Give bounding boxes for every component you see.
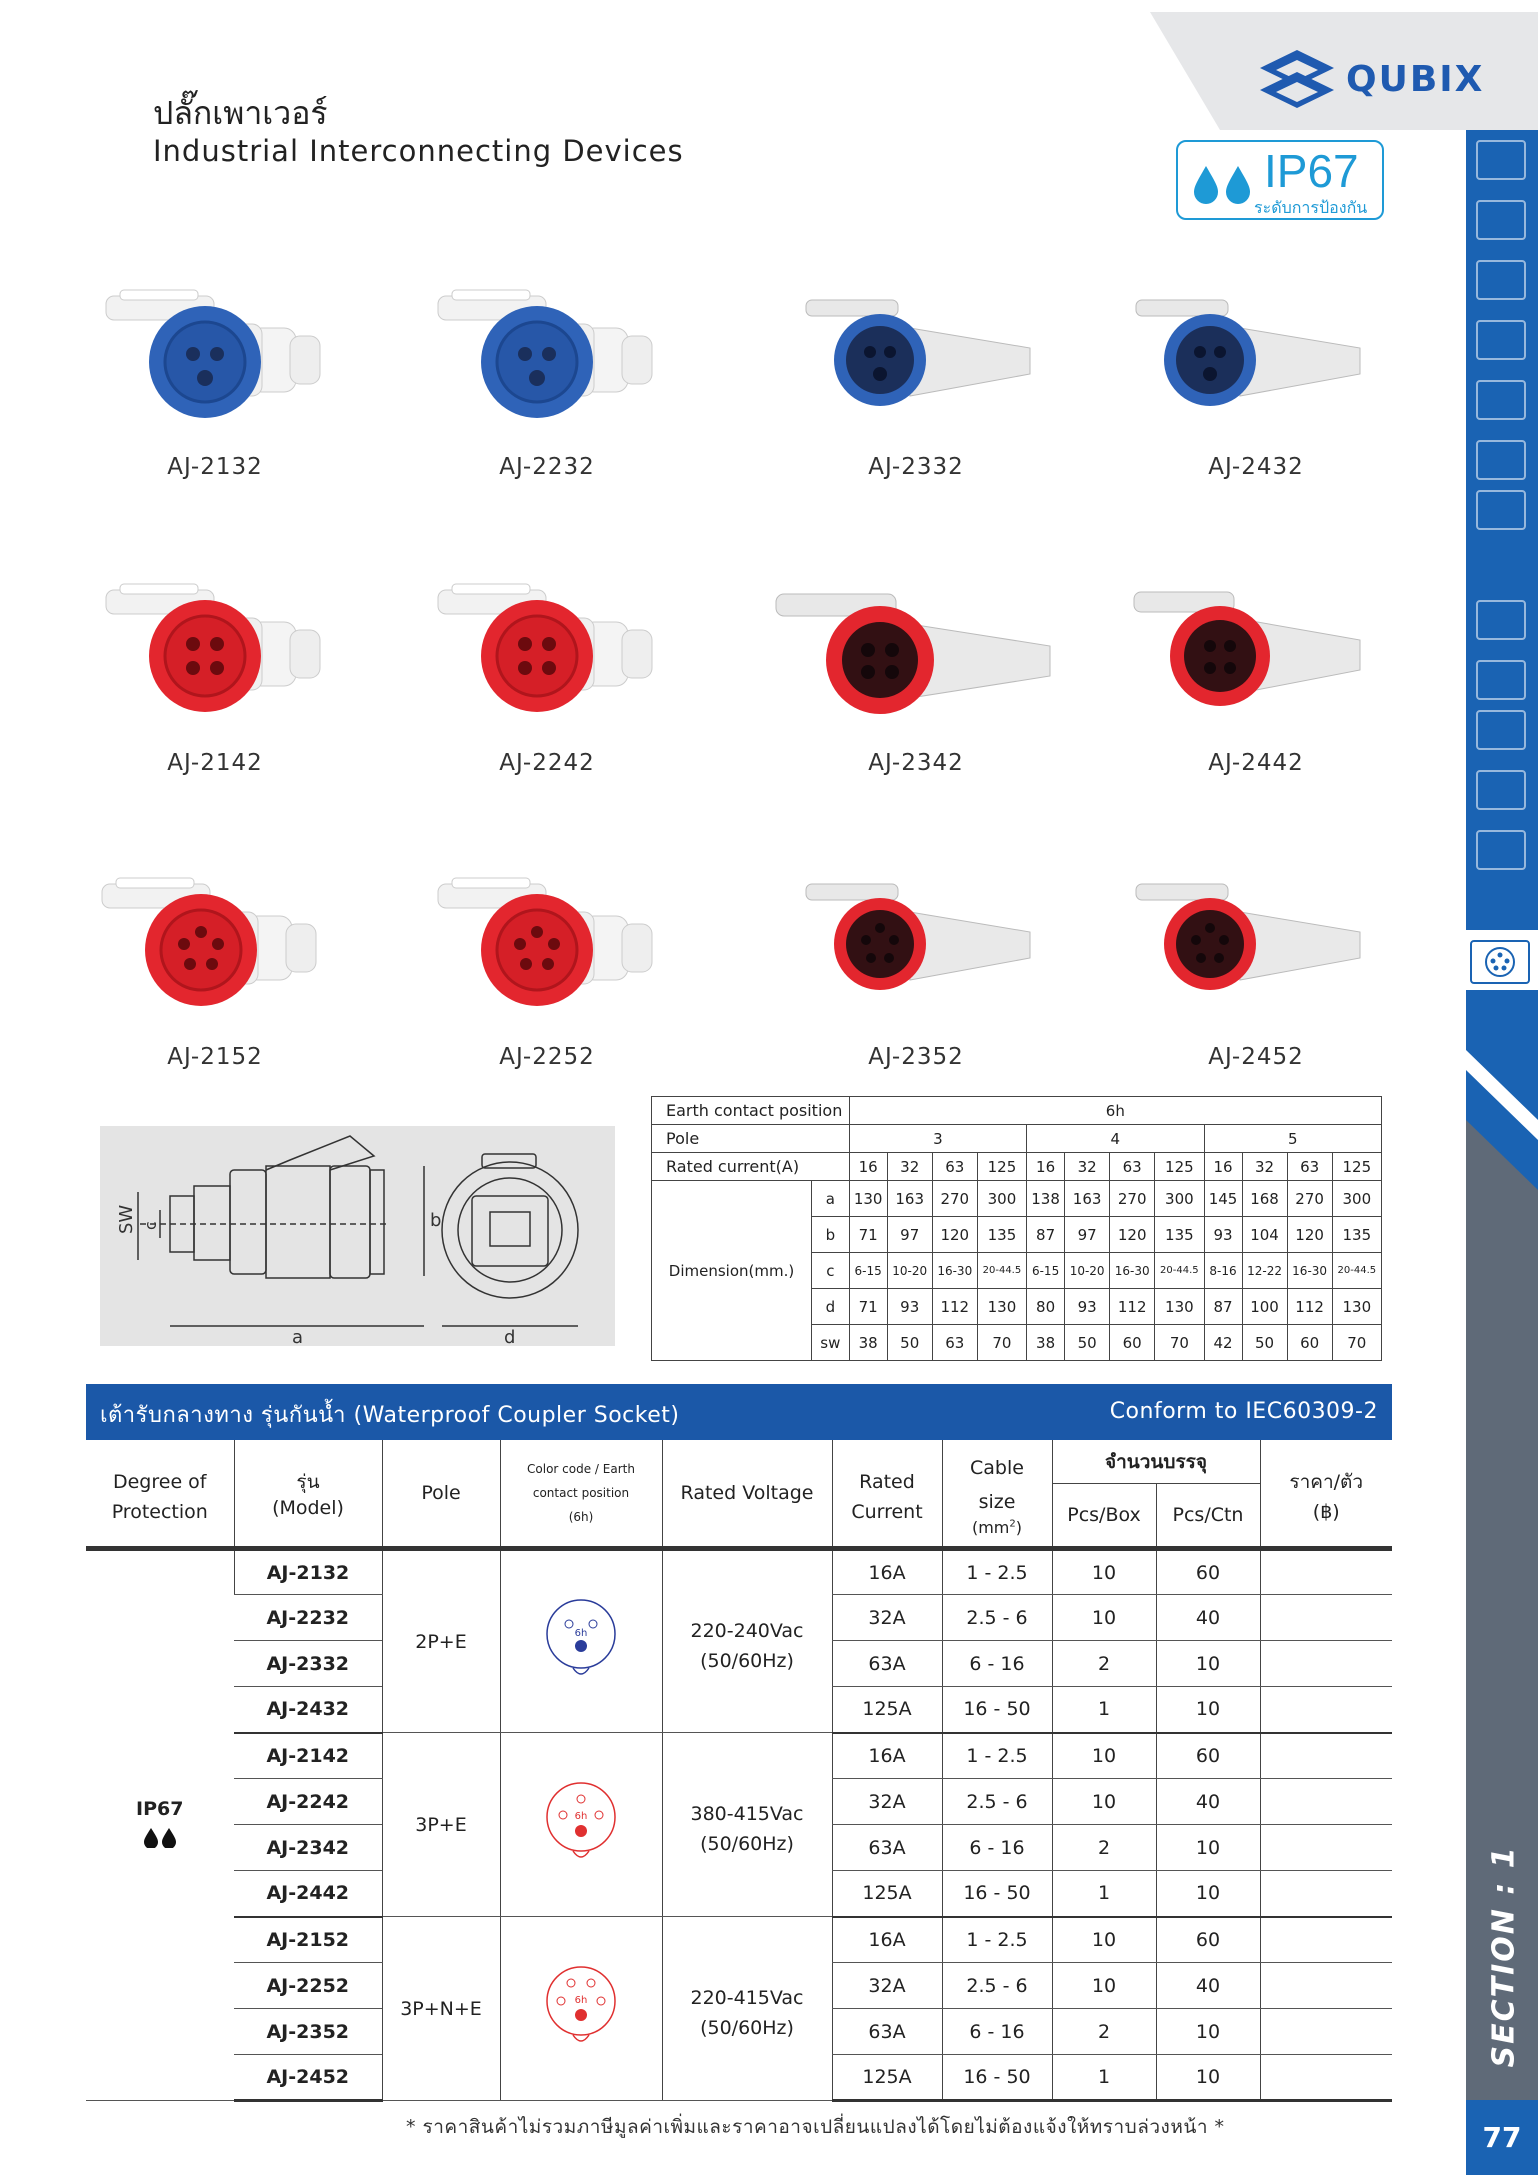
dimension-cell: 163: [887, 1181, 932, 1217]
box-cell: 2: [1052, 1825, 1156, 1871]
product-image-aj-2242: [432, 572, 692, 742]
dimension-cell: 12-22: [1242, 1253, 1287, 1289]
ctn-cell: 10: [1156, 1687, 1260, 1733]
dimension-cell: 100: [1242, 1289, 1287, 1325]
dimension-cell: 71: [849, 1217, 887, 1253]
box-cell: 10: [1052, 1595, 1156, 1641]
earth-label: Earth contact position: [652, 1097, 850, 1125]
dimension-cell: 112: [1110, 1289, 1155, 1325]
cable-cell: 2.5 - 6: [942, 1963, 1052, 2009]
color-code-cell: [500, 1917, 662, 2101]
current-cell: 63: [932, 1153, 977, 1181]
price-cell[interactable]: [1260, 1733, 1392, 1779]
header-price: ราคา/ตัว (฿): [1260, 1440, 1392, 1549]
dimension-cell: 80: [1027, 1289, 1065, 1325]
ctn-cell: 10: [1156, 1641, 1260, 1687]
product-image-aj-2152: [96, 866, 356, 1036]
pin-layout-icon: [531, 1779, 631, 1865]
category-rail: [1466, 130, 1538, 930]
category-icon-relay[interactable]: [1476, 600, 1526, 640]
model-cell: AJ-2432: [234, 1687, 382, 1733]
price-cell[interactable]: [1260, 1917, 1392, 1963]
dimension-cell: 300: [1155, 1181, 1204, 1217]
dimension-cell: 8-16: [1204, 1253, 1242, 1289]
current-cell: 16A: [832, 1917, 942, 1963]
dimension-cell: 145: [1204, 1181, 1242, 1217]
price-cell[interactable]: [1260, 1963, 1392, 2009]
dimension-cell: 135: [977, 1217, 1026, 1253]
ctn-cell: 10: [1156, 2055, 1260, 2101]
dimension-cell: 87: [1204, 1289, 1242, 1325]
category-icon-outlet[interactable]: [1476, 830, 1526, 870]
category-icon-socket[interactable]: [1476, 200, 1526, 240]
dimension-cell: 16-30: [1110, 1253, 1155, 1289]
cable-cell: 6 - 16: [942, 2009, 1052, 2055]
spec-table: [86, 1440, 1392, 2102]
ctn-cell: 40: [1156, 1595, 1260, 1641]
current-cell: 63: [1287, 1153, 1332, 1181]
cable-cell: 1 - 2.5: [942, 1733, 1052, 1779]
current-cell: 32: [887, 1153, 932, 1181]
dimension-cell: 20-44.5: [977, 1253, 1026, 1289]
category-icon-breaker[interactable]: [1476, 320, 1526, 360]
category-icon-industrial-plug-selected[interactable]: [1470, 940, 1530, 984]
model-cell: AJ-2252: [234, 1963, 382, 2009]
dimension-cell: 20-44.5: [1155, 1253, 1204, 1289]
box-cell: 10: [1052, 1779, 1156, 1825]
dimension-key: a: [812, 1181, 850, 1217]
current-cell: 32A: [832, 1963, 942, 2009]
box-cell: 1: [1052, 2055, 1156, 2101]
dimension-cell: 63: [932, 1325, 977, 1361]
product-image-aj-2252: [432, 866, 692, 1036]
svg-text:6h: 6h: [574, 1811, 588, 1822]
dimension-key: d: [812, 1289, 850, 1325]
current-cell: 125: [1155, 1153, 1204, 1181]
dimension-cell: 138: [1027, 1181, 1065, 1217]
dimension-cell: 168: [1242, 1181, 1287, 1217]
header-cable: Cable size $(mm^2)$: [942, 1440, 1052, 1549]
rail-stripes: [1466, 990, 1538, 1390]
cable-cell: 16 - 50: [942, 1687, 1052, 1733]
dimension-cell: 300: [977, 1181, 1026, 1217]
model-cell: AJ-2342: [234, 1825, 382, 1871]
dimension-cell: 93: [887, 1289, 932, 1325]
dimension-cell: 70: [977, 1325, 1026, 1361]
price-cell[interactable]: [1260, 1595, 1392, 1641]
current-cell: 125A: [832, 1687, 942, 1733]
box-cell: 2: [1052, 1641, 1156, 1687]
table-row: [86, 1549, 1392, 1595]
pole-3: 3: [849, 1125, 1026, 1153]
dimension-drawing: [100, 1126, 615, 1346]
ctn-cell: 10: [1156, 2009, 1260, 2055]
ctn-cell: 60: [1156, 1733, 1260, 1779]
cable-cell: 6 - 16: [942, 1641, 1052, 1687]
dimension-cell: 20-44.5: [1332, 1253, 1381, 1289]
current-cell: 63A: [832, 1641, 942, 1687]
dimension-cell: 38: [849, 1325, 887, 1361]
dimension-label: Dimension(mm.): [652, 1181, 812, 1361]
voltage-cell: 220-240Vac (50/60Hz): [662, 1549, 832, 1733]
dim-label-a: a: [292, 1327, 304, 1346]
ctn-cell: 40: [1156, 1779, 1260, 1825]
model-cell: AJ-2442: [234, 1871, 382, 1917]
cable-cell: 2.5 - 6: [942, 1595, 1052, 1641]
dim-label-b: b: [430, 1210, 442, 1231]
pole-cell: 3P+E: [382, 1733, 500, 1917]
dimension-cell: 270: [1287, 1181, 1332, 1217]
price-cell[interactable]: [1260, 1641, 1392, 1687]
dimension-cell: 112: [932, 1289, 977, 1325]
dimension-cell: 6-15: [1027, 1253, 1065, 1289]
product-label: AJ-2452: [1208, 1044, 1304, 1070]
table-row: [86, 1733, 1392, 1779]
product-label: AJ-2232: [499, 454, 595, 480]
color-code-cell: [500, 1549, 662, 1733]
svg-text:6h: 6h: [574, 1628, 588, 1639]
ctn-cell: 60: [1156, 1549, 1260, 1595]
current-cell: 16: [849, 1153, 887, 1181]
current-cell: 32: [1065, 1153, 1110, 1181]
category-icon-connector[interactable]: [1476, 710, 1526, 750]
model-cell: AJ-2452: [234, 2055, 382, 2101]
dimension-cell: 93: [1065, 1289, 1110, 1325]
box-cell: 1: [1052, 1871, 1156, 1917]
box-cell: 1: [1052, 1687, 1156, 1733]
model-cell: AJ-2332: [234, 1641, 382, 1687]
current-cell: 16: [1204, 1153, 1242, 1181]
price-cell[interactable]: [1260, 1871, 1392, 1917]
spec-table-title-bar: [86, 1384, 1392, 1440]
dimension-cell: 10-20: [887, 1253, 932, 1289]
pole-4: 4: [1027, 1125, 1204, 1153]
dimension-row: [652, 1181, 1382, 1217]
product-label: AJ-2152: [167, 1044, 263, 1070]
water-drops-icon: [142, 1826, 178, 1848]
product-label: AJ-2252: [499, 1044, 595, 1070]
header-current: Rated Current: [832, 1440, 942, 1549]
dimension-cell: 50: [1065, 1325, 1110, 1361]
product-label: AJ-2352: [868, 1044, 964, 1070]
price-cell[interactable]: [1260, 1825, 1392, 1871]
dimension-cell: 97: [1065, 1217, 1110, 1253]
category-icon-contactor[interactable]: [1476, 490, 1526, 530]
category-icon-meter[interactable]: [1476, 140, 1526, 180]
header-pole: Pole: [382, 1440, 500, 1549]
price-cell[interactable]: [1260, 1687, 1392, 1733]
dimension-cell: 112: [1287, 1289, 1332, 1325]
product-label: AJ-2132: [167, 454, 263, 480]
dimension-cell: 130: [1332, 1289, 1381, 1325]
product-label: AJ-2242: [499, 750, 595, 776]
dimension-cell: 130: [849, 1181, 887, 1217]
page-title-thai: ปลั๊กเพาเวอร์: [153, 94, 328, 132]
spec-table-title: เต้ารับกลางทาง รุ่นกันน้ำ (Waterproof Coupler Socket): [100, 1403, 680, 1428]
dimension-cell: 6-15: [849, 1253, 887, 1289]
earth-value: 6h: [849, 1097, 1381, 1125]
model-cell: AJ-2242: [234, 1779, 382, 1825]
dimension-cell: 42: [1204, 1325, 1242, 1361]
dimension-key: sw: [812, 1325, 850, 1361]
product-label: AJ-2142: [167, 750, 263, 776]
brand-name: QUBIX: [1346, 58, 1485, 100]
header-degree: Degree of Protection: [86, 1440, 234, 1549]
product-label: AJ-2432: [1208, 454, 1304, 480]
product-label: AJ-2332: [868, 454, 964, 480]
box-cell: 2: [1052, 2009, 1156, 2055]
dimension-cell: 120: [932, 1217, 977, 1253]
price-cell[interactable]: [1260, 2055, 1392, 2101]
model-cell: AJ-2352: [234, 2009, 382, 2055]
dimension-cell: 300: [1332, 1181, 1381, 1217]
dimension-cell: 16-30: [1287, 1253, 1332, 1289]
page-number: 77: [1466, 2100, 1538, 2175]
current-cell: 125: [1332, 1153, 1381, 1181]
dimension-cell: 60: [1287, 1325, 1332, 1361]
dimension-cell: 10-20: [1065, 1253, 1110, 1289]
price-cell[interactable]: [1260, 2009, 1392, 2055]
price-footnote: * ราคาสินค้าไม่รวมภาษีมูลค่าเพิ่มและราคาอาจเปลี่ยนแปลงได้โดยไม่ต้องแจ้งให้ทราบล่วงหน้า *: [406, 2116, 1225, 2138]
current-cell: 63A: [832, 2009, 942, 2055]
ip-rating-caption: ระดับการป้องกัน: [1254, 198, 1368, 217]
box-cell: 10: [1052, 1549, 1156, 1595]
dimension-cell: 130: [1155, 1289, 1204, 1325]
category-icon-enclosure[interactable]: [1476, 770, 1526, 810]
category-icon-plug[interactable]: [1476, 260, 1526, 300]
dimension-cell: 50: [887, 1325, 932, 1361]
current-cell: 16: [1027, 1153, 1065, 1181]
category-icon-terminal[interactable]: [1476, 440, 1526, 480]
cable-cell: 1 - 2.5: [942, 1917, 1052, 1963]
voltage-cell: 380-415Vac (50/60Hz): [662, 1733, 832, 1917]
pole-label: Pole: [652, 1125, 850, 1153]
pin-layout-icon: [531, 1963, 631, 2049]
dim-label-sw: SW: [116, 1204, 137, 1234]
dimension-key: b: [812, 1217, 850, 1253]
category-icon-box[interactable]: [1476, 660, 1526, 700]
product-image-aj-2332: [800, 288, 1060, 458]
dimension-cell: 130: [977, 1289, 1026, 1325]
model-cell: AJ-2152: [234, 1917, 382, 1963]
ctn-cell: 10: [1156, 1825, 1260, 1871]
voltage-cell: 220-415Vac (50/60Hz): [662, 1917, 832, 2101]
dimension-cell: 60: [1110, 1325, 1155, 1361]
dimension-cell: 270: [932, 1181, 977, 1217]
cable-cell: 16 - 50: [942, 2055, 1052, 2101]
box-cell: 10: [1052, 1917, 1156, 1963]
dimension-cell: 71: [849, 1289, 887, 1325]
current-cell: 32A: [832, 1595, 942, 1641]
product-image-aj-2442: [1130, 580, 1390, 750]
dimension-cell: 163: [1065, 1181, 1110, 1217]
product-image-aj-2432: [1130, 288, 1390, 458]
cable-cell: 1 - 2.5: [942, 1549, 1052, 1595]
current-cell: 63A: [832, 1825, 942, 1871]
dimension-cell: 97: [887, 1217, 932, 1253]
protection-value: IP67: [136, 1798, 184, 1820]
product-image-aj-2352: [800, 872, 1060, 1042]
dimension-cell: 50: [1242, 1325, 1287, 1361]
product-label: AJ-2442: [1208, 750, 1304, 776]
product-image-aj-2452: [1130, 872, 1390, 1042]
dimension-cell: 120: [1287, 1217, 1332, 1253]
rated-current-label: Rated current(A): [652, 1153, 850, 1181]
current-cell: 125: [977, 1153, 1026, 1181]
current-cell: 125A: [832, 2055, 942, 2101]
dimension-cell: 135: [1332, 1217, 1381, 1253]
dimension-cell: 104: [1242, 1217, 1287, 1253]
pin-layout-icon: [531, 1596, 631, 1682]
category-icon-switch[interactable]: [1476, 380, 1526, 420]
header-packing: จำนวนบรรจุ Pcs/Box Pcs/Ctn: [1052, 1440, 1260, 1549]
dimension-table: [651, 1096, 1382, 1361]
header-model: รุ่น (Model): [234, 1440, 382, 1549]
dimension-cell: 70: [1155, 1325, 1204, 1361]
product-label: AJ-2342: [868, 750, 964, 776]
dimension-cell: 93: [1204, 1217, 1242, 1253]
dimension-key: c: [812, 1253, 850, 1289]
model-cell: AJ-2142: [234, 1733, 382, 1779]
table-row: [86, 1917, 1392, 1963]
current-cell: 16A: [832, 1549, 942, 1595]
dim-label-c: c: [141, 1221, 160, 1230]
pole-cell: 2P+E: [382, 1549, 500, 1733]
dimension-cell: 16-30: [932, 1253, 977, 1289]
box-cell: 10: [1052, 1733, 1156, 1779]
cable-cell: 6 - 16: [942, 1825, 1052, 1871]
product-image-aj-2232: [432, 278, 692, 448]
color-code-cell: [500, 1733, 662, 1917]
current-cell: 32A: [832, 1779, 942, 1825]
current-cell: 32: [1242, 1153, 1287, 1181]
dimension-cell: 270: [1110, 1181, 1155, 1217]
model-cell: AJ-2132: [234, 1549, 382, 1595]
section-label: SECTION : 1: [1486, 1845, 1522, 2068]
ctn-cell: 60: [1156, 1917, 1260, 1963]
header-color-code: Color code / Earth contact position (6h): [500, 1440, 662, 1549]
pole-5: 5: [1204, 1125, 1382, 1153]
current-cell: 125A: [832, 1871, 942, 1917]
dimension-cell: 120: [1110, 1217, 1155, 1253]
current-cell: 16A: [832, 1733, 942, 1779]
product-image-aj-2342: [770, 580, 1030, 750]
box-cell: 10: [1052, 1963, 1156, 2009]
ip-rating-value: IP67: [1264, 145, 1359, 197]
pole-cell: 3P+N+E: [382, 1917, 500, 2101]
header-voltage: Rated Voltage: [662, 1440, 832, 1549]
dimension-cell: 70: [1332, 1325, 1381, 1361]
dimension-cell: 38: [1027, 1325, 1065, 1361]
current-cell: 63: [1110, 1153, 1155, 1181]
dim-label-d: d: [504, 1327, 516, 1346]
protection-cell: [86, 1549, 234, 2101]
product-image-aj-2132: [100, 278, 360, 448]
spec-table-standard: Conform to IEC60309-2: [1109, 1399, 1378, 1424]
cable-cell: 16 - 50: [942, 1871, 1052, 1917]
price-cell[interactable]: [1260, 1549, 1392, 1595]
model-cell: AJ-2232: [234, 1595, 382, 1641]
ctn-cell: 10: [1156, 1871, 1260, 1917]
cable-cell: 2.5 - 6: [942, 1779, 1052, 1825]
dimension-cell: 87: [1027, 1217, 1065, 1253]
product-image-aj-2142: [100, 572, 360, 742]
dimension-cell: 135: [1155, 1217, 1204, 1253]
svg-text:6h: 6h: [574, 1995, 588, 2006]
price-cell[interactable]: [1260, 1779, 1392, 1825]
ctn-cell: 40: [1156, 1963, 1260, 2009]
page-title-english: Industrial Interconnecting Devices: [153, 134, 684, 168]
